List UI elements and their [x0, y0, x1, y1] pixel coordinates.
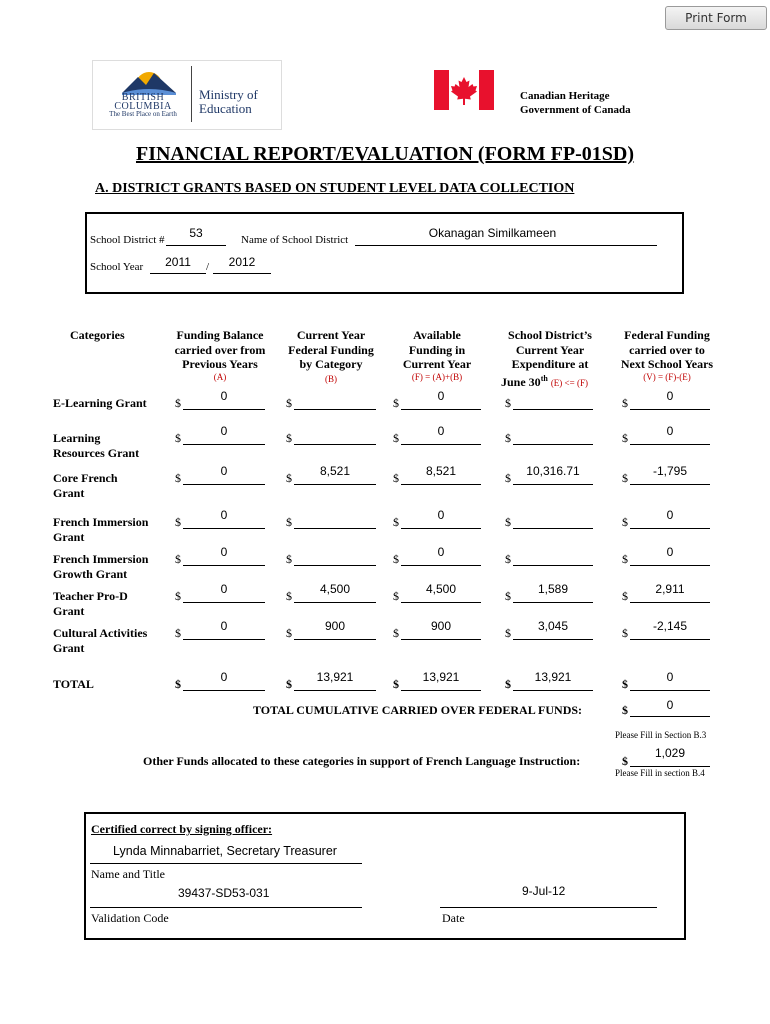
- currency-sign: $: [393, 396, 399, 410]
- cell-input-cultural-activities-col1[interactable]: [294, 639, 376, 640]
- cell-input-total-col1[interactable]: [294, 690, 376, 691]
- cell-input-teacher-pro-d-col2[interactable]: [401, 602, 481, 603]
- row-label-line1: Core French: [53, 471, 118, 485]
- row-label-french-immersion: [53, 515, 148, 545]
- currency-sign: $: [175, 431, 181, 445]
- certification-heading: Certified correct by signing officer:: [91, 822, 273, 836]
- cell-value: -2,145: [652, 619, 688, 633]
- cumulative-currency: $: [622, 703, 628, 717]
- cell-value: 0: [220, 619, 228, 633]
- column-header-b: [276, 328, 386, 384]
- ministry-line1: Ministry of: [199, 87, 258, 102]
- section-a-heading: A. DISTRICT GRANTS BASED ON STUDENT LEVEL DATA COLLECTION: [95, 181, 575, 196]
- other-funds-field[interactable]: [630, 766, 710, 767]
- currency-sign: $: [393, 589, 399, 603]
- district-name-field[interactable]: [355, 226, 657, 246]
- school-district-field[interactable]: [166, 226, 226, 246]
- currency-sign: $: [286, 515, 292, 529]
- currency-sign: $: [175, 515, 181, 529]
- col-b-code: (B): [325, 373, 337, 384]
- cell-value: 0: [437, 424, 445, 438]
- col-v-line2: carried over to: [629, 342, 705, 357]
- currency-sign: $: [175, 626, 181, 640]
- currency-sign: $: [175, 677, 181, 691]
- currency-sign: $: [505, 552, 511, 566]
- cell-input-total-col3[interactable]: [513, 690, 593, 691]
- categories-header: Categories: [70, 328, 125, 342]
- cell-input-core-french-col2[interactable]: [401, 484, 481, 485]
- cell-input-learning-resources-col1[interactable]: [294, 444, 376, 445]
- row-label-line2: Grant: [53, 641, 85, 655]
- cell-input-learning-resources-col0[interactable]: [183, 444, 265, 445]
- col-e-sup: th: [540, 373, 548, 383]
- cell-value: 4,500: [319, 582, 351, 596]
- ministry-line2: Education: [199, 101, 252, 116]
- row-label-line1: TOTAL: [53, 677, 94, 691]
- col-a-line1: Funding Balance: [176, 328, 264, 342]
- cell-input-french-immersion-col3[interactable]: [513, 528, 593, 529]
- cell-input-total-col0[interactable]: [183, 690, 265, 691]
- other-funds-label: Other Funds allocated to these categories in support of French Language Instruction:: [143, 754, 581, 768]
- cell-value: 0: [666, 545, 674, 559]
- bc-sun-mountain-icon: [118, 65, 180, 95]
- currency-sign: $: [393, 515, 399, 529]
- cell-value: 900: [430, 619, 452, 633]
- bc-name-line2: COLUMBIA: [114, 101, 172, 112]
- currency-sign: $: [622, 626, 628, 640]
- school-year-separator: /: [206, 261, 210, 273]
- row-label-total: [53, 677, 94, 692]
- col-b-line3: by Category: [299, 357, 363, 371]
- cell-input-e-learning-col2[interactable]: [401, 409, 481, 410]
- cell-input-cultural-activities-col4[interactable]: [630, 639, 710, 640]
- cell-input-core-french-col4[interactable]: [630, 484, 710, 485]
- cell-input-learning-resources-col4[interactable]: [630, 444, 710, 445]
- currency-sign: $: [505, 396, 511, 410]
- row-label-line2: Grant: [53, 486, 85, 500]
- cell-input-french-immersion-growth-col2[interactable]: [401, 565, 481, 566]
- cell-value: 1,589: [537, 582, 569, 596]
- cell-input-french-immersion-col0[interactable]: [183, 528, 265, 529]
- currency-sign: $: [175, 552, 181, 566]
- cumulative-field[interactable]: [630, 716, 710, 717]
- cell-input-french-immersion-growth-col0[interactable]: [183, 565, 265, 566]
- date-value: 9-Jul-12: [522, 884, 566, 898]
- district-name-value: Okanagan Similkameen: [428, 226, 557, 240]
- col-f-line3: Current Year: [402, 357, 472, 371]
- cell-value: 0: [220, 464, 228, 478]
- gov-line2: Government of Canada: [520, 104, 631, 116]
- currency-sign: $: [505, 589, 511, 603]
- gov-line1: Canadian Heritage: [520, 90, 610, 102]
- validation-code-label: Validation Code: [91, 911, 169, 925]
- cell-value: 0: [666, 670, 674, 684]
- cell-value: 8,521: [319, 464, 351, 478]
- currency-sign: $: [175, 589, 181, 603]
- currency-sign: $: [393, 677, 399, 691]
- cumulative-value: 0: [666, 698, 674, 712]
- col-e-june: June 30: [501, 374, 541, 389]
- col-v-line3: Next School Years: [620, 357, 714, 371]
- gov-text: [520, 89, 631, 117]
- district-info-box: [85, 212, 684, 294]
- cell-input-french-immersion-col1[interactable]: [294, 528, 376, 529]
- cell-value: 0: [666, 508, 674, 522]
- currency-sign: $: [505, 431, 511, 445]
- cell-input-e-learning-col3[interactable]: [513, 409, 593, 410]
- currency-sign: $: [622, 552, 628, 566]
- row-label-line2: Grant: [53, 530, 85, 544]
- currency-sign: $: [393, 626, 399, 640]
- row-label-line2: Growth Grant: [53, 567, 128, 581]
- bc-tagline: The Best Place on Earth: [109, 110, 177, 118]
- cell-value: 2,911: [655, 582, 685, 596]
- signer-name-value: Lynda Minnabarriet, Secretary Treasurer: [113, 844, 337, 858]
- currency-sign: $: [505, 471, 511, 485]
- cell-input-core-french-col3[interactable]: [513, 484, 593, 485]
- cell-value: 0: [220, 545, 228, 559]
- currency-sign: $: [393, 431, 399, 445]
- cell-value: 0: [220, 389, 228, 403]
- cell-value: 13,921: [316, 670, 354, 684]
- cell-input-learning-resources-col3[interactable]: [513, 444, 593, 445]
- cumulative-note: Please Fill in Section B.3: [615, 730, 707, 740]
- cell-input-e-learning-col4[interactable]: [630, 409, 710, 410]
- page-title: FINANCIAL REPORT/EVALUATION (FORM FP-01SD): [135, 143, 635, 165]
- currency-sign: $: [393, 471, 399, 485]
- col-e-line4: [491, 372, 609, 391]
- validation-code-field[interactable]: [90, 907, 362, 908]
- cell-value: 0: [437, 389, 445, 403]
- currency-sign: $: [286, 552, 292, 566]
- school-year-to: 2012: [228, 255, 256, 269]
- currency-sign: $: [286, 626, 292, 640]
- cell-input-total-col2[interactable]: [401, 690, 481, 691]
- signer-name-label: Name and Title: [91, 867, 165, 881]
- cumulative-label: TOTAL CUMULATIVE CARRIED OVER FEDERAL FUNDS:: [253, 703, 583, 717]
- cell-value: 13,921: [534, 670, 572, 684]
- cell-input-teacher-pro-d-col0[interactable]: [183, 602, 265, 603]
- cell-value: 0: [437, 508, 445, 522]
- cell-value: 0: [220, 582, 228, 596]
- signer-name-field[interactable]: [90, 863, 362, 864]
- row-label-line1: French Immersion: [53, 552, 149, 566]
- row-label-teacher-pro-d: [53, 589, 128, 619]
- currency-sign: $: [393, 552, 399, 566]
- canada-flag-icon: [434, 70, 494, 110]
- cell-input-learning-resources-col2[interactable]: [401, 444, 481, 445]
- cell-value: 8,521: [425, 464, 457, 478]
- currency-sign: $: [622, 677, 628, 691]
- logo-divider: [191, 66, 192, 122]
- col-b-line2: Federal Funding: [288, 342, 374, 357]
- ministry-name: [199, 88, 258, 116]
- row-label-line2: Resources Grant: [53, 446, 140, 460]
- other-funds-value: 1,029: [654, 746, 686, 760]
- row-label-line1: French Immersion: [53, 515, 149, 529]
- cell-value: 0: [220, 670, 228, 684]
- column-header-v: [612, 328, 722, 382]
- row-label-e-learning: [53, 396, 147, 411]
- cell-input-e-learning-col0[interactable]: [183, 409, 265, 410]
- currency-sign: $: [286, 677, 292, 691]
- col-e-line3: Expenditure at: [511, 357, 589, 371]
- cell-input-french-immersion-col2[interactable]: [401, 528, 481, 529]
- cell-input-french-immersion-growth-col4[interactable]: [630, 565, 710, 566]
- col-a-line3: Previous Years: [182, 357, 258, 371]
- validation-code-value: 39437-SD53-031: [178, 886, 270, 900]
- school-year-label: School Year: [90, 261, 144, 273]
- cell-value: 900: [324, 619, 346, 633]
- cell-value: 0: [220, 424, 228, 438]
- currency-sign: $: [505, 626, 511, 640]
- other-funds-currency: $: [622, 754, 628, 768]
- col-f-code: (F) = (A)+(B): [411, 371, 463, 382]
- cell-input-teacher-pro-d-col1[interactable]: [294, 602, 376, 603]
- date-field[interactable]: [440, 907, 657, 908]
- row-label-core-french: [53, 471, 118, 501]
- bc-name-line1: BRITISH: [121, 92, 165, 103]
- school-district-label: School District #: [90, 234, 165, 246]
- currency-sign: $: [175, 396, 181, 410]
- row-label-line1: Cultural Activities: [53, 626, 148, 640]
- col-v-code: (V) = (F)-(E): [643, 371, 691, 382]
- col-f-line2: Funding in: [408, 342, 466, 357]
- currency-sign: $: [175, 471, 181, 485]
- school-year-from: 2011: [165, 255, 191, 269]
- currency-sign: $: [286, 396, 292, 410]
- cell-value: -1,795: [652, 464, 688, 478]
- cell-input-total-col4[interactable]: [630, 690, 710, 691]
- cell-input-french-immersion-growth-col1[interactable]: [294, 565, 376, 566]
- date-label: Date: [442, 911, 465, 925]
- currency-sign: $: [505, 677, 511, 691]
- cell-input-cultural-activities-col0[interactable]: [183, 639, 265, 640]
- cell-input-french-immersion-growth-col3[interactable]: [513, 565, 593, 566]
- cell-value: 0: [666, 424, 674, 438]
- cell-value: 0: [666, 389, 674, 403]
- row-label-line1: Learning: [53, 431, 101, 445]
- col-b-line1: Current Year: [296, 328, 366, 342]
- cell-input-teacher-pro-d-col4[interactable]: [630, 602, 710, 603]
- currency-sign: $: [622, 471, 628, 485]
- cell-input-e-learning-col1[interactable]: [294, 409, 376, 410]
- currency-sign: $: [622, 431, 628, 445]
- bc-name: [98, 93, 188, 111]
- col-f-line1: Available: [413, 328, 461, 342]
- cell-value: 3,045: [537, 619, 569, 633]
- column-header-f: [382, 328, 492, 382]
- cell-input-cultural-activities-col2[interactable]: [401, 639, 481, 640]
- row-label-line1: Teacher Pro-D: [53, 589, 128, 603]
- col-e-line1: School District’s: [508, 328, 592, 342]
- currency-sign: $: [286, 431, 292, 445]
- col-a-line2: carried over from: [174, 342, 266, 357]
- cell-input-french-immersion-col4[interactable]: [630, 528, 710, 529]
- cell-value: 4,500: [425, 582, 457, 596]
- col-e-code: (E) <= (F): [550, 377, 588, 388]
- currency-sign: $: [622, 396, 628, 410]
- school-district-value: 53: [189, 226, 203, 240]
- col-a-code: (A): [213, 371, 227, 382]
- cell-value: 10,316.71: [526, 464, 580, 478]
- cell-input-teacher-pro-d-col3[interactable]: [513, 602, 593, 603]
- print-form-button[interactable]: Print Form: [665, 6, 767, 30]
- row-label-cultural-activities: [53, 626, 147, 656]
- school-year-to-field[interactable]: [213, 255, 271, 274]
- column-header-e: [491, 328, 609, 390]
- currency-sign: $: [622, 515, 628, 529]
- school-year-from-field[interactable]: [150, 255, 206, 274]
- cell-value: 0: [220, 508, 228, 522]
- row-label-french-immersion-growth: [53, 552, 148, 582]
- district-name-label: Name of School District: [241, 234, 349, 246]
- currency-sign: $: [505, 515, 511, 529]
- other-funds-note: Please Fill in section B.4: [615, 768, 705, 778]
- currency-sign: $: [286, 589, 292, 603]
- cell-input-cultural-activities-col3[interactable]: [513, 639, 593, 640]
- col-v-line1: Federal Funding: [624, 328, 710, 342]
- cell-input-core-french-col1[interactable]: [294, 484, 376, 485]
- cell-value: 13,921: [422, 670, 460, 684]
- row-label-learning-resources: [53, 431, 139, 461]
- row-label-line1: E-Learning Grant: [53, 396, 147, 410]
- row-label-line2: Grant: [53, 604, 85, 618]
- currency-sign: $: [622, 589, 628, 603]
- cell-input-core-french-col0[interactable]: [183, 484, 265, 485]
- column-header-a: [165, 328, 275, 382]
- col-e-line2: Current Year: [515, 342, 585, 357]
- cell-value: 0: [437, 545, 445, 559]
- currency-sign: $: [286, 471, 292, 485]
